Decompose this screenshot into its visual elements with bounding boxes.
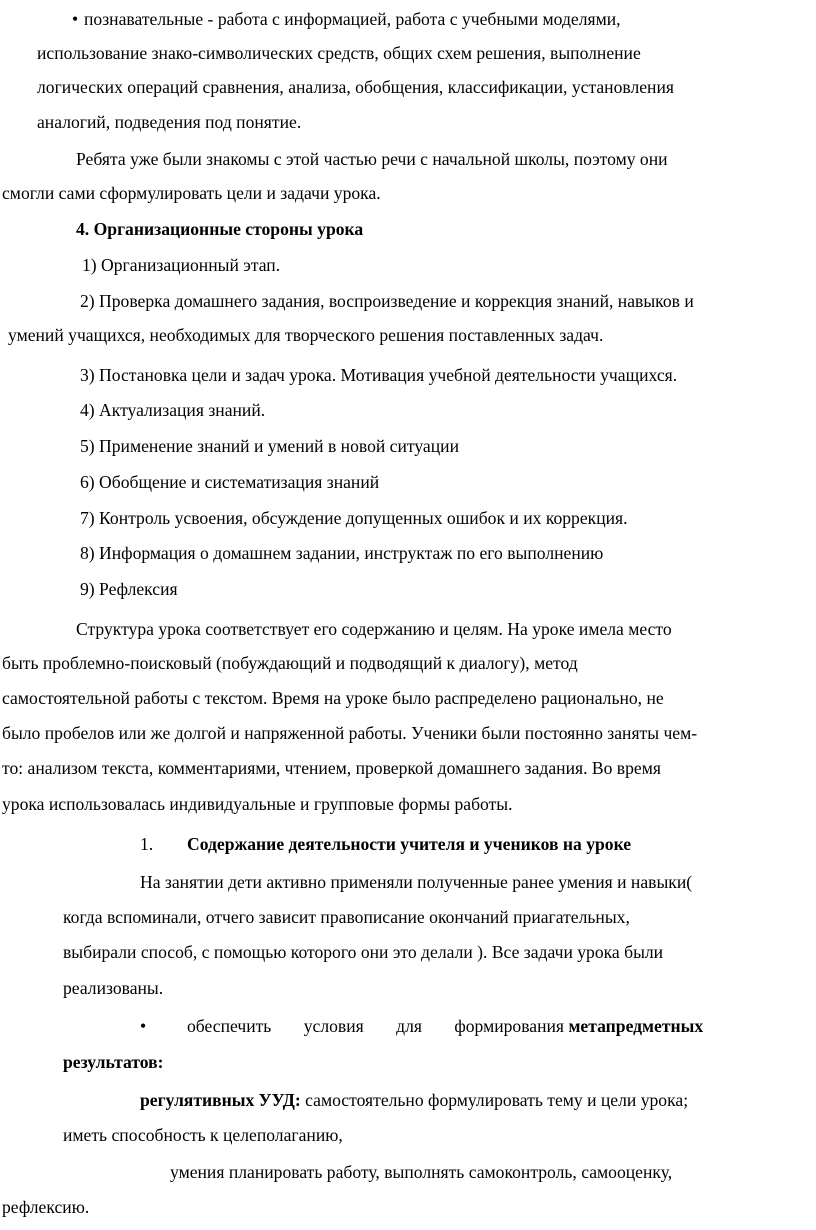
stage-text: 1) Организационный этап. (82, 255, 281, 275)
stage-item-8 (80, 541, 603, 565)
stage-text: 5) Применение знаний и умений в новой ситуации (80, 436, 459, 456)
stage-item-3 (80, 363, 677, 387)
bullet-paragraph-5-line-1 (187, 1014, 703, 1038)
paragraph-text: самостоятельной работы с текстом. Время на уроке было распределено рационально, не (2, 688, 664, 708)
stage-text: 8) Информация о домашнем задании, инструктаж по его выполнению (80, 543, 604, 563)
paragraph-text: использование знако-символических средств, общих схем решения, выполнение (37, 43, 641, 63)
stage-item-9 (80, 577, 178, 601)
bullet-icon: • (72, 9, 79, 29)
bullet-paragraph-1-line-2 (37, 41, 815, 65)
paragraph-text: рефлексию. (2, 1197, 90, 1217)
paragraph-4-line-3 (63, 940, 663, 964)
paragraph-text: быть проблемно-поисковый (побуждающий и подводящий к диалогу), метод (2, 653, 578, 673)
stage-text: 2) Проверка домашнего задания, воспроизведение и коррекция знаний, навыков и (80, 291, 694, 311)
stage-item-5 (80, 434, 459, 458)
paragraph-3-line-6 (2, 792, 513, 816)
paragraph-text: обеспечить условия для формирования (187, 1016, 565, 1036)
heading-text: 4. Организационные стороны урока (76, 219, 364, 239)
paragraph-4-line-4 (63, 976, 163, 1000)
heading-number: 1. (140, 834, 154, 854)
section-heading-4 (76, 217, 363, 241)
stage-text: 9) Рефлексия (80, 579, 178, 599)
bold-term: метапредметных (568, 1016, 704, 1036)
paragraph-text: познавательные - работа с информацией, работа с учебными моделями, (84, 9, 621, 29)
paragraph-3-line-3 (2, 686, 664, 710)
bold-term: результатов: (63, 1052, 164, 1072)
bullet-paragraph-1-line-3 (37, 75, 674, 99)
paragraph-3-line-4 (2, 721, 697, 745)
paragraph-text: иметь способность к целеполаганию, (63, 1125, 343, 1145)
paragraph-text: выбирали способ, с помощью которого они это делали ). Все задачи урока были (63, 942, 664, 962)
heading-text: Содержание деятельности учителя и учеников на уроке (187, 834, 632, 854)
stage-text: 6) Обобщение и систематизация знаний (80, 472, 380, 492)
paragraph-text: смогли сами сформулировать цели и задачи урока. (2, 183, 381, 203)
stage-item-2-continued (8, 323, 603, 347)
paragraph-6-line-1 (140, 1088, 688, 1112)
stage-text: умений учащихся, необходимых для творческого решения поставленных задач. (8, 325, 604, 345)
paragraph-text: было пробелов или же долгой и напряженной работы. Ученики были постоянно заняты чем- (2, 723, 698, 743)
paragraph-7-line-1 (170, 1160, 672, 1184)
stage-text: 3) Постановка цели и задач урока. Мотивация учебной деятельности учащихся. (80, 365, 678, 385)
stage-item-1 (82, 253, 280, 277)
paragraph-3-line-1 (76, 617, 672, 641)
paragraph-text: Структура урока соответствует его содержанию и целям. На уроке имела место (76, 619, 672, 639)
section-heading-1-number (140, 832, 153, 856)
paragraph-text: урока использовалась индивидуальные и групповые формы работы. (2, 794, 513, 814)
paragraph-text: когда вспоминали, отчего зависит правописание окончаний приагательных, (63, 907, 630, 927)
bullet-paragraph-1-line-4 (37, 110, 301, 134)
paragraph-2-line-1 (76, 147, 668, 171)
stage-item-7 (80, 506, 628, 530)
stage-text: 7) Контроль усвоения, обсуждение допущенных ошибок и их коррекция. (80, 508, 628, 528)
paragraph-6-line-2 (63, 1123, 343, 1147)
paragraph-text: реализованы. (63, 978, 164, 998)
stage-item-4 (80, 398, 265, 422)
paragraph-2-line-2 (2, 181, 381, 205)
paragraph-text: самостоятельно формулировать тему и цели урока; (305, 1090, 689, 1110)
paragraph-text: умения планировать работу, выполнять самоконтроль, самооценку, (170, 1162, 673, 1182)
bullet-paragraph-1-line-1 (72, 7, 621, 31)
stage-item-2 (80, 289, 694, 313)
paragraph-text: Ребята уже были знакомы с этой частью речи с начальной школы, поэтому они (76, 149, 668, 169)
bullet-paragraph-5-bullet (140, 1014, 146, 1038)
paragraph-7-line-2 (2, 1195, 89, 1219)
section-heading-1 (187, 832, 631, 856)
paragraph-text: На занятии дети активно применяли полученные ранее умения и навыки( (140, 872, 693, 892)
bullet-paragraph-5-line-2 (63, 1050, 164, 1074)
stage-item-6 (80, 470, 379, 494)
paragraph-3-line-5 (2, 756, 661, 780)
stage-text: 4) Актуализация знаний. (80, 400, 266, 420)
paragraph-text: аналогий, подведения под понятие. (37, 112, 302, 132)
bold-term: регулятивных УУД: (140, 1090, 301, 1110)
paragraph-4-line-2 (63, 905, 630, 929)
bullet-icon: • (140, 1016, 147, 1036)
paragraph-4-line-1 (140, 870, 692, 894)
paragraph-3-line-2 (2, 651, 578, 675)
paragraph-text: логических операций сравнения, анализа, обобщения, классификации, установления (37, 77, 674, 97)
paragraph-text: то: анализом текста, комментариями, чтением, проверкой домашнего задания. Во время (2, 758, 661, 778)
